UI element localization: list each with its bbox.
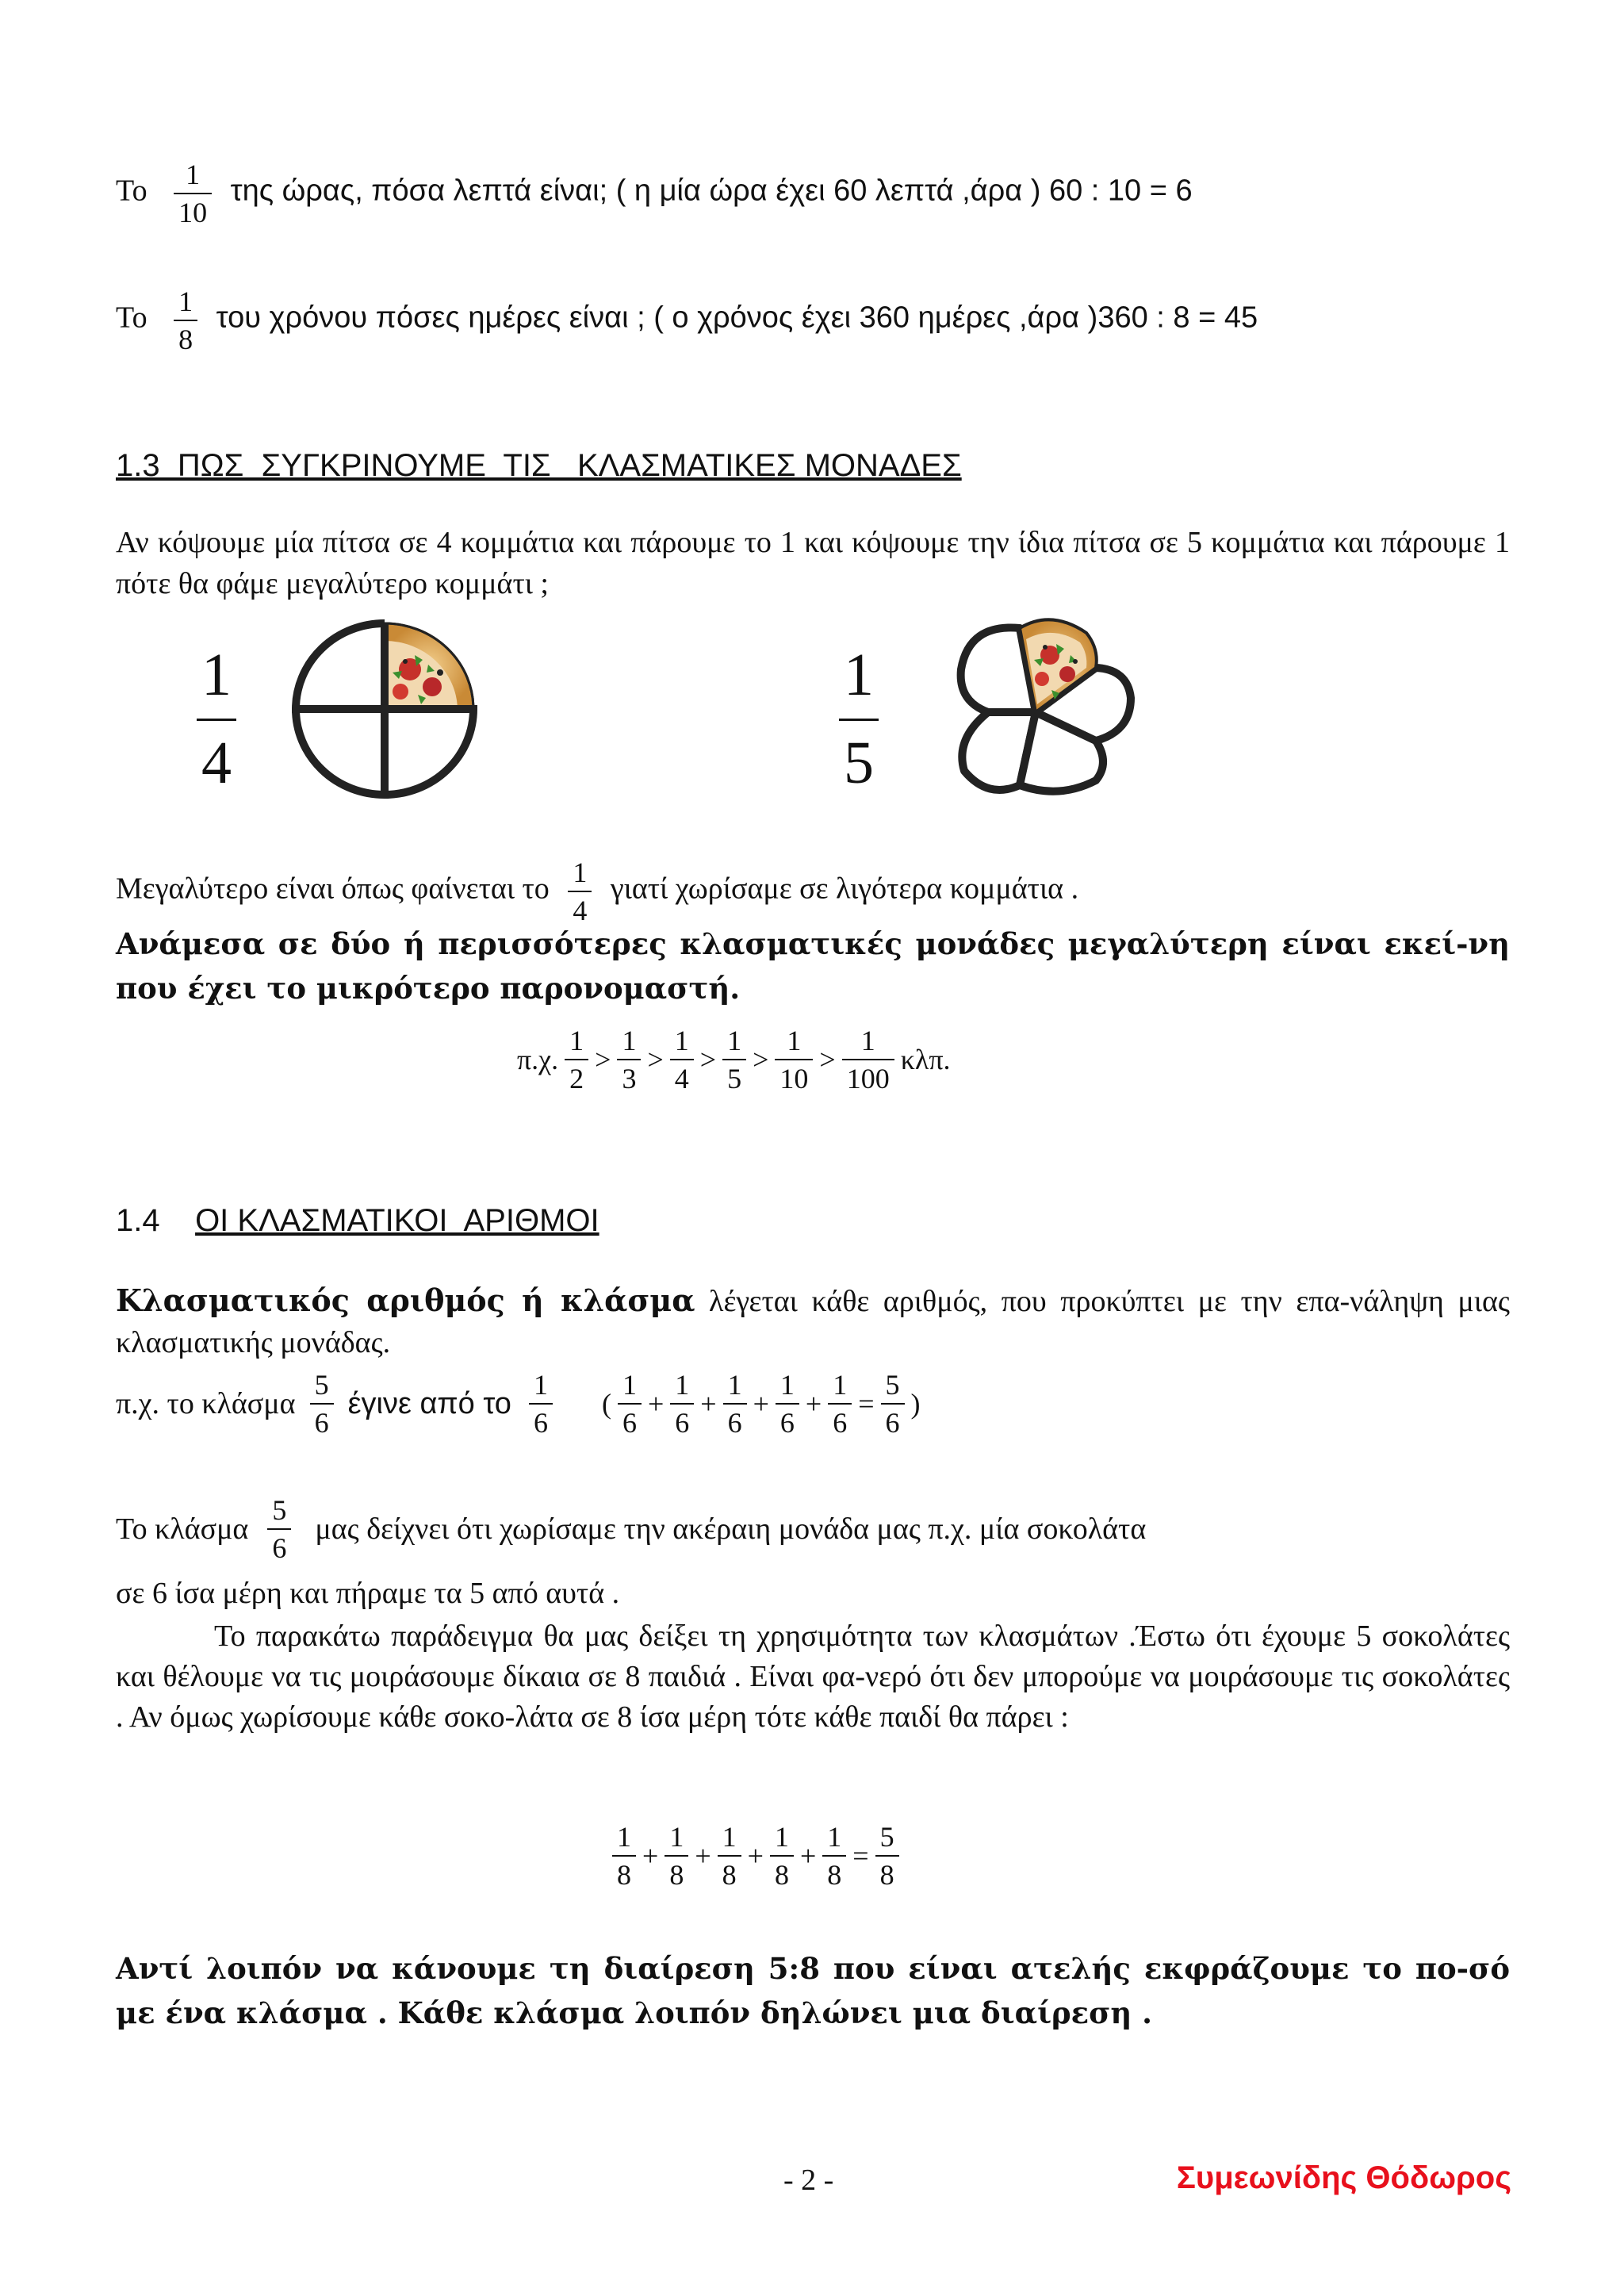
section-title: ΟΙ ΚΛΑΣΜΑΤΙΚΟΙ ΑΡΙΘΜΟΙ bbox=[195, 1203, 599, 1238]
sum-term-fraction bbox=[612, 1821, 636, 1891]
denominator: 4 bbox=[670, 1059, 694, 1094]
numerator: 1 bbox=[727, 1025, 742, 1056]
section-heading-1-3: 1.3 ΠΩΣ ΣΥΓΚΡΙΝΟΥΜΕ ΤΙΣ ΚΛΑΣΜΑΤΙΚΕΣ ΜΟΝΑΔΕΣ bbox=[116, 448, 962, 483]
numerator: 1 bbox=[722, 1821, 737, 1853]
pizza-five-slices-image bbox=[940, 612, 1155, 803]
denominator: 6 bbox=[529, 1403, 553, 1439]
plus-sign: + bbox=[747, 1840, 764, 1872]
numerator: 1 bbox=[569, 1025, 584, 1056]
final-statement: Αντί λοιπόν να κάνουμε τη διαίρεση 5:8 που είναι ατελής εκφράζουμε το πο-σό με ένα κλάσμα . Κάθε κλάσμα λοιπόν δηλώνει μια διαίρεση . bbox=[116, 1951, 1510, 2030]
fraction-one-sixth bbox=[529, 1369, 553, 1439]
pizza-fraction-one-fifth bbox=[839, 641, 879, 797]
denominator: 8 bbox=[875, 1855, 899, 1891]
numerator: 5 bbox=[272, 1494, 287, 1526]
section-heading-1-4 bbox=[116, 1201, 599, 1240]
denominator: 6 bbox=[310, 1403, 334, 1439]
numerator: 1 bbox=[186, 159, 201, 190]
sum-term-fraction bbox=[822, 1821, 846, 1891]
numerator: 1 bbox=[201, 642, 232, 708]
definition-term: Κλασματικός αριθμός ή κλάσμα bbox=[116, 1282, 695, 1318]
chain-fraction bbox=[565, 1025, 588, 1094]
show-prefix: Το κλάσμα bbox=[116, 1512, 249, 1546]
denominator: 6 bbox=[267, 1528, 291, 1564]
inequality-example bbox=[515, 1025, 952, 1094]
numerator: 5 bbox=[314, 1369, 329, 1401]
fraction-one-eighth bbox=[174, 286, 197, 355]
example-suffix: κλπ. bbox=[900, 1044, 951, 1075]
example-five-sixths bbox=[116, 1369, 922, 1439]
sum-of-sixths bbox=[613, 1369, 910, 1439]
numerator: 1 bbox=[833, 1369, 848, 1401]
line2-text: του χρόνου πόσες ημέρες είναι ; ( ο χρόνος έχει 360 ημέρες ,άρα )360 : 8 = 45 bbox=[216, 301, 1258, 335]
numerator: 1 bbox=[827, 1821, 842, 1853]
numerator: 1 bbox=[779, 1369, 795, 1401]
denominator: 4 bbox=[197, 719, 236, 797]
denominator: 10 bbox=[775, 1059, 813, 1094]
numerator: 1 bbox=[178, 286, 193, 317]
line2-prefix: Το bbox=[116, 301, 147, 335]
author-name: Συμεωνίδης Θόδωρος bbox=[1176, 2160, 1511, 2195]
fraction-meaning-line bbox=[116, 1494, 1510, 1564]
greater-than-sign: > bbox=[699, 1044, 717, 1075]
sum-term-fraction bbox=[770, 1821, 794, 1891]
denominator: 6 bbox=[828, 1403, 852, 1439]
sum-of-eighths bbox=[607, 1821, 904, 1891]
definition-text: λέγεται κάθε αριθμός, που προκύπτει με την επα-νάληψη μιας κλασματικής μονάδας. bbox=[116, 1285, 1510, 1359]
denominator: 8 bbox=[770, 1855, 794, 1891]
numerator: 1 bbox=[622, 1369, 637, 1401]
denominator: 8 bbox=[612, 1855, 636, 1891]
pizza-four-slices-image bbox=[274, 615, 496, 806]
definition-paragraph bbox=[116, 1280, 1510, 1363]
plus-sign: + bbox=[647, 1388, 665, 1420]
denominator: 6 bbox=[723, 1403, 747, 1439]
plus-sign: + bbox=[753, 1388, 769, 1420]
example-prefix: π.χ. bbox=[517, 1044, 559, 1075]
sum-result-fraction bbox=[881, 1369, 905, 1439]
sum-term-fraction bbox=[670, 1369, 694, 1439]
denominator: 8 bbox=[822, 1855, 846, 1891]
plus-sign: + bbox=[805, 1388, 822, 1420]
denominator: 4 bbox=[568, 891, 592, 926]
open-paren: ( bbox=[601, 1388, 611, 1420]
line1-prefix: Το bbox=[116, 174, 147, 208]
ex-prefix: π.χ. το κλάσμα bbox=[116, 1387, 296, 1420]
sum-term-fraction bbox=[828, 1369, 852, 1439]
numerator: 1 bbox=[787, 1025, 802, 1056]
denominator: 8 bbox=[665, 1855, 688, 1891]
greater-than-sign: > bbox=[753, 1044, 769, 1075]
rule-statement: Ανάμεσα σε δύο ή περισσότερες κλασματικές μονάδες μεγαλύτερη είναι εκεί-νη που έχει το μικρότερο παρονομαστή. bbox=[116, 926, 1510, 1006]
denominator: 2 bbox=[565, 1059, 588, 1094]
chain-fraction bbox=[775, 1025, 813, 1094]
sum-term-fraction bbox=[718, 1821, 741, 1891]
sum-term-fraction bbox=[776, 1369, 799, 1439]
question-year bbox=[116, 286, 1258, 355]
plus-sign: + bbox=[700, 1388, 717, 1420]
show-continuation: σε 6 ίσα μέρη και πήραμε τα 5 από αυτά . bbox=[116, 1577, 620, 1610]
numerator: 1 bbox=[617, 1821, 631, 1853]
conclusion-prefix: Μεγαλύτερο είναι όπως φαίνεται το bbox=[116, 872, 550, 906]
greater-than-sign: > bbox=[819, 1044, 836, 1075]
denominator: 5 bbox=[839, 719, 879, 797]
show-rest: μας δείχνει ότι χωρίσαμε την ακέραιη μονάδα μας π.χ. μία σοκολάτα bbox=[315, 1512, 1147, 1546]
plus-sign: + bbox=[695, 1840, 711, 1872]
pizza-question-paragraph: Αν κόψουμε μία πίτσα σε 4 κομμάτια και πάρουμε το 1 και κόψουμε την ίδια πίτσα σε 5 κομμάτια και πάρουμε 1 πότε θα φάμε μεγαλύτερο κομμάτι ; bbox=[116, 526, 1510, 600]
plus-sign: + bbox=[642, 1840, 659, 1872]
question-hour bbox=[116, 159, 1193, 228]
denominator: 6 bbox=[776, 1403, 799, 1439]
numerator: 1 bbox=[860, 1025, 875, 1056]
numerator: 1 bbox=[675, 1369, 690, 1401]
fraction-one-quarter-inline bbox=[568, 857, 592, 926]
equals-sign: = bbox=[858, 1388, 875, 1420]
sum-of-eighths-terms bbox=[607, 1821, 904, 1891]
fraction-one-tenth bbox=[174, 159, 212, 228]
chain-fraction bbox=[842, 1025, 894, 1094]
section-heading-1-4-text bbox=[116, 1203, 599, 1238]
pizza-fraction-one-quarter bbox=[197, 641, 236, 797]
denominator: 10 bbox=[174, 193, 212, 228]
line1-text: της ώρας, πόσα λεπτά είναι; ( η μία ώρα έχει 60 λεπτά ,άρα ) 60 : 10 = 6 bbox=[230, 174, 1193, 208]
denominator: 5 bbox=[722, 1059, 746, 1094]
numerator: 1 bbox=[674, 1025, 689, 1056]
numerator: 1 bbox=[669, 1821, 684, 1853]
close-paren: ) bbox=[910, 1388, 921, 1420]
fraction-five-sixths-meaning bbox=[267, 1494, 291, 1564]
section-number: 1.4 bbox=[116, 1203, 196, 1238]
denominator: 6 bbox=[881, 1403, 905, 1439]
inequality-chain bbox=[560, 1025, 899, 1094]
denominator: 6 bbox=[670, 1403, 694, 1439]
chain-fraction bbox=[670, 1025, 694, 1094]
chain-fraction bbox=[617, 1025, 641, 1094]
sum-term-fraction bbox=[665, 1821, 688, 1891]
greater-than-sign: > bbox=[647, 1044, 664, 1075]
numerator: 1 bbox=[727, 1369, 742, 1401]
sum-term-fraction bbox=[723, 1369, 747, 1439]
numerator: 1 bbox=[533, 1369, 548, 1401]
denominator: 6 bbox=[618, 1403, 642, 1439]
numerator: 1 bbox=[774, 1821, 789, 1853]
ex-mid: έγινε από το bbox=[347, 1387, 511, 1420]
denominator: 3 bbox=[617, 1059, 641, 1094]
equals-sign: = bbox=[852, 1840, 869, 1872]
denominator: 8 bbox=[718, 1855, 741, 1891]
greater-than-sign: > bbox=[595, 1044, 611, 1075]
chocolate-paragraph: Το παρακάτω παράδειγμα θα μας δείξει τη χρησιμότητα των κλασμάτων .Έστω ότι έχουμε 5 σοκολάτες και θέλουμε να τις μοιράσουμε δίκαια σε 8 παιδιά . Είναι φα-νερό ότι δεν μπορούμε να μοιράσουμε τις σοκολάτες . Αν όμως χωρίσουμε κάθε σοκο-λάτα σε 8 ίσα μέρη τότε κάθε παιδί θα πάρει : bbox=[116, 1619, 1510, 1734]
sum-result-fraction bbox=[875, 1821, 899, 1891]
conclusion-suffix: γιατί χωρίσαμε σε λιγότερα κομμάτια . bbox=[610, 872, 1079, 906]
numerator: 1 bbox=[573, 857, 588, 888]
denominator: 8 bbox=[174, 320, 197, 355]
plus-sign: + bbox=[799, 1840, 817, 1872]
numerator: 1 bbox=[622, 1025, 637, 1056]
denominator: 100 bbox=[842, 1059, 894, 1094]
sum-term-fraction bbox=[618, 1369, 642, 1439]
numerator: 5 bbox=[879, 1821, 894, 1853]
conclusion-line bbox=[116, 857, 1078, 926]
chain-fraction bbox=[722, 1025, 746, 1094]
page-number: - 2 - bbox=[783, 2164, 834, 2197]
numerator: 5 bbox=[885, 1369, 900, 1401]
numerator: 1 bbox=[844, 642, 874, 708]
fraction-five-sixths bbox=[310, 1369, 334, 1439]
